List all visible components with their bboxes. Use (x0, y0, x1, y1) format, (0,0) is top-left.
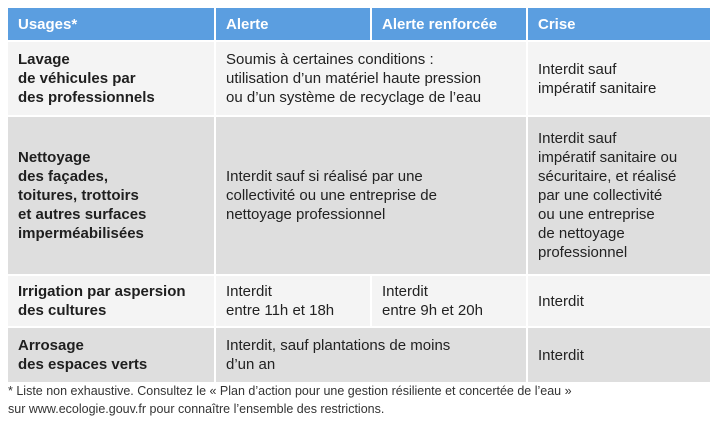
table-row (8, 327, 710, 383)
table-row (8, 41, 710, 116)
crise-cell: Interdit sauf impératif sanitaire (527, 41, 710, 116)
header-alerte-renforcee: Alerte renforcée (371, 8, 527, 41)
alerte-merged-cell: Interdit, sauf plantations de moins d’un an (215, 327, 527, 383)
water-restrictions-table (8, 8, 710, 384)
header-alerte: Alerte (215, 8, 371, 41)
usage-cell: Lavage de véhicules par des professionnels (8, 41, 215, 116)
alerte-merged-cell: Interdit sauf si réalisé par une collectivité ou une entreprise de nettoyage professionnel (215, 116, 527, 275)
alerte-cell: Interdit entre 11h et 18h (215, 275, 371, 327)
usage-cell: Arrosage des espaces verts (8, 327, 215, 383)
usage-cell: Irrigation par aspersion des cultures (8, 275, 215, 327)
header-usages: Usages* (8, 8, 215, 41)
crise-cell: Interdit sauf impératif sanitaire ou sécuritaire, et réalisé par une collectivité ou une entreprise de nettoyage professionnel (527, 116, 710, 275)
crise-cell: Interdit (527, 327, 710, 383)
alerte-renforcee-cell: Interdit entre 9h et 20h (371, 275, 527, 327)
usage-cell: Nettoyage des façades, toitures, trottoirs et autres surfaces imperméabilisées (8, 116, 215, 275)
header-crise: Crise (527, 8, 710, 41)
table-row (8, 116, 710, 275)
table-row (8, 275, 710, 327)
alerte-merged-cell: Soumis à certaines conditions : utilisation d’un matériel haute pression ou d’un système de recyclage de l’eau (215, 41, 527, 116)
header-row (8, 8, 710, 41)
footnote: * Liste non exhaustive. Consultez le « Plan d’action pour une gestion résiliente et concertée de l’eau » sur www.ecologie.gouv.fr pour connaître l’ensemble des restrictions. (8, 384, 572, 416)
crise-cell: Interdit (527, 275, 710, 327)
